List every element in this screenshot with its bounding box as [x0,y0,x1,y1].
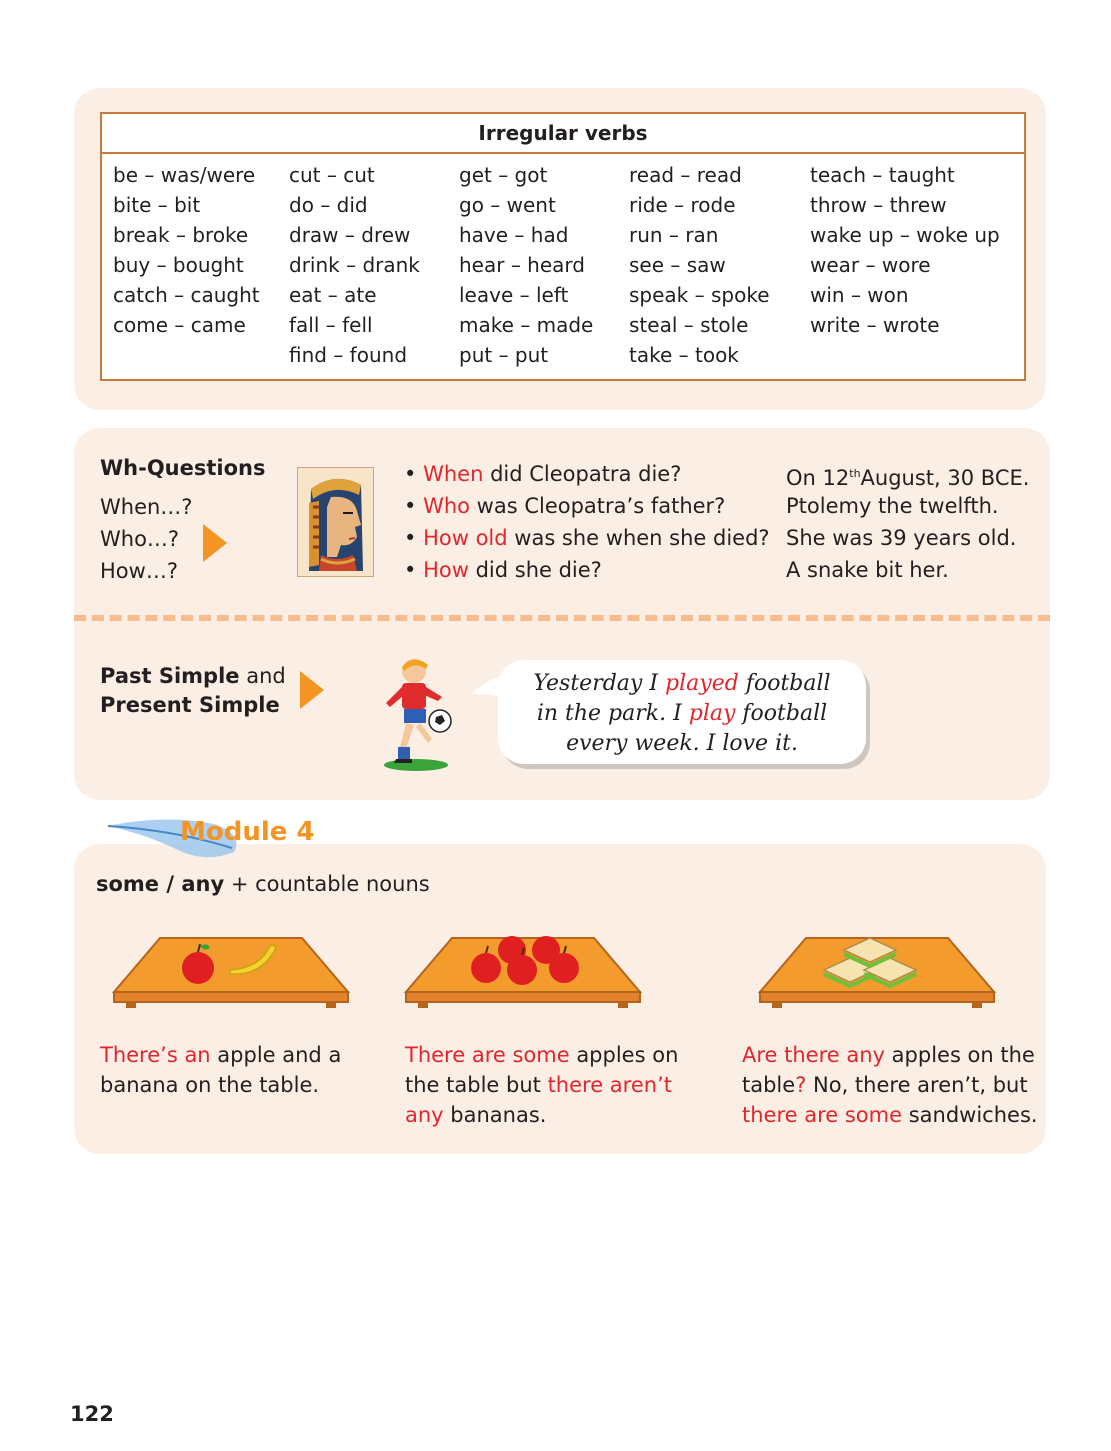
verb-item: break – broke [113,223,249,247]
question-wh-word: How old [423,526,508,550]
caption-highlight: there aren’t any [405,1073,672,1127]
question-text: did Cleopatra die? [483,462,682,486]
verb-item: come – came [113,313,246,337]
module-title: Module 4 [180,817,315,847]
verb-item: win – won [810,283,909,307]
bubble-highlight: played [665,671,739,696]
verb-item: go – went [459,193,556,217]
answer-text: On 12 [786,466,850,490]
page-number: 122 [70,1402,114,1426]
answer-2: Ptolemy the twelfth. [786,494,999,518]
past-present-heading [100,662,286,720]
wh-word-who: Who…? [100,527,180,551]
bubble-text: football [738,671,831,696]
irregular-verbs-table [100,112,1026,381]
wh-word-when: When…? [100,495,193,519]
caption-highlight: There are some [405,1043,570,1067]
caption-highlight: There’s an [100,1043,211,1067]
verb-item: draw – drew [289,223,411,247]
verb-item: take – took [629,343,739,367]
wh-questions-heading: Wh-Questions [100,456,266,480]
caption-1 [100,1040,370,1100]
arrow-right-icon [300,671,324,709]
bubble-text: in the park. I [536,701,689,726]
answer-text: August, 30 BCE. [860,466,1030,490]
module-rule [96,872,430,896]
rule-text: + countable nouns [224,872,430,896]
table-apple-banana-picture [112,930,350,1010]
answer-4: A snake bit her. [786,558,949,582]
caption-text: apples on the table [742,1043,1035,1097]
verb-item: steal – stole [629,313,749,337]
answer-3: She was 39 years old. [786,526,1017,550]
speech-bubble [498,660,866,764]
caption-text: bananas. [443,1103,547,1127]
caption-highlight: there are some [742,1103,903,1127]
verb-column-5 [810,160,1000,340]
verb-item: drink – drank [289,253,420,277]
verb-item: speak – spoke [629,283,770,307]
caption-highlight: Are there any [742,1043,885,1067]
verb-item: wake up – woke up [810,223,1000,247]
caption-text: No, there aren’t, but [806,1073,1028,1097]
bullet: • [404,526,417,550]
bubble-highlight: play [688,701,736,726]
caption-text: sandwiches. [902,1103,1038,1127]
caption-3 [742,1040,1042,1130]
verb-item: catch – caught [113,283,260,307]
caption-2 [405,1040,695,1130]
verb-item: get – got [459,163,548,187]
verb-item: wear – wore [810,253,931,277]
caption-text: apple and a banana on the table. [100,1043,342,1097]
verb-item: fall – fell [289,313,373,337]
caption-highlight: ? [795,1073,807,1097]
verb-column-4 [629,160,770,370]
verb-column-3 [459,160,593,370]
bullet: • [404,494,417,518]
table-sandwiches-picture [758,930,996,1010]
irregular-verbs-title: Irregular verbs [102,114,1024,154]
ordinal-suffix: th [849,467,861,480]
verb-item: put – put [459,343,549,367]
and-label: and [239,664,286,688]
table-apples-picture [404,930,642,1010]
football-boy-picture [376,655,456,775]
present-simple-label: Present Simple [100,693,280,717]
question-wh-word: How [423,558,469,582]
question-wh-word: When [423,462,484,486]
question-text: was she when she died? [507,526,770,550]
verb-item: do – did [289,193,368,217]
arrow-right-icon [203,524,227,562]
verb-item: leave – left [459,283,569,307]
past-simple-label: Past Simple [100,664,240,688]
verb-item: write – wrote [810,313,940,337]
question-wh-word: Who [423,494,470,518]
verb-item: find – found [289,343,408,367]
verb-item: see – saw [629,253,726,277]
section-divider [74,615,1050,621]
bubble-text: every week. I love it. [566,731,798,756]
cleopatra-picture [297,467,374,577]
bubble-text: football [735,701,828,726]
verb-column-1 [113,160,260,340]
question-1 [404,458,681,490]
question-text: was Cleopatra’s father? [470,494,726,518]
verb-item: throw – threw [810,193,947,217]
verb-item: ride – rode [629,193,736,217]
bubble-text: Yesterday I [533,671,666,696]
question-text: did she die? [468,558,602,582]
verb-item: teach – taught [810,163,955,187]
question-4 [404,554,602,586]
verb-item: be – was/were [113,163,256,187]
verb-item: hear – heard [459,253,585,277]
answer-1 [786,458,1029,494]
verb-item: buy – bought [113,253,244,277]
verb-item: read – read [629,163,742,187]
verb-item: cut – cut [289,163,375,187]
verb-column-2 [289,160,420,370]
verb-item: bite – bit [113,193,201,217]
question-2 [404,490,725,522]
wh-word-how: How…? [100,559,178,583]
caption-text: apples on the table but [405,1043,679,1097]
verb-item: run – ran [629,223,719,247]
verb-item: make – made [459,313,594,337]
verb-item: have – had [459,223,569,247]
bullet: • [404,462,417,486]
rule-keywords: some / any [96,872,225,896]
verb-item: eat – ate [289,283,377,307]
bullet: • [404,558,417,582]
question-3 [404,522,770,554]
